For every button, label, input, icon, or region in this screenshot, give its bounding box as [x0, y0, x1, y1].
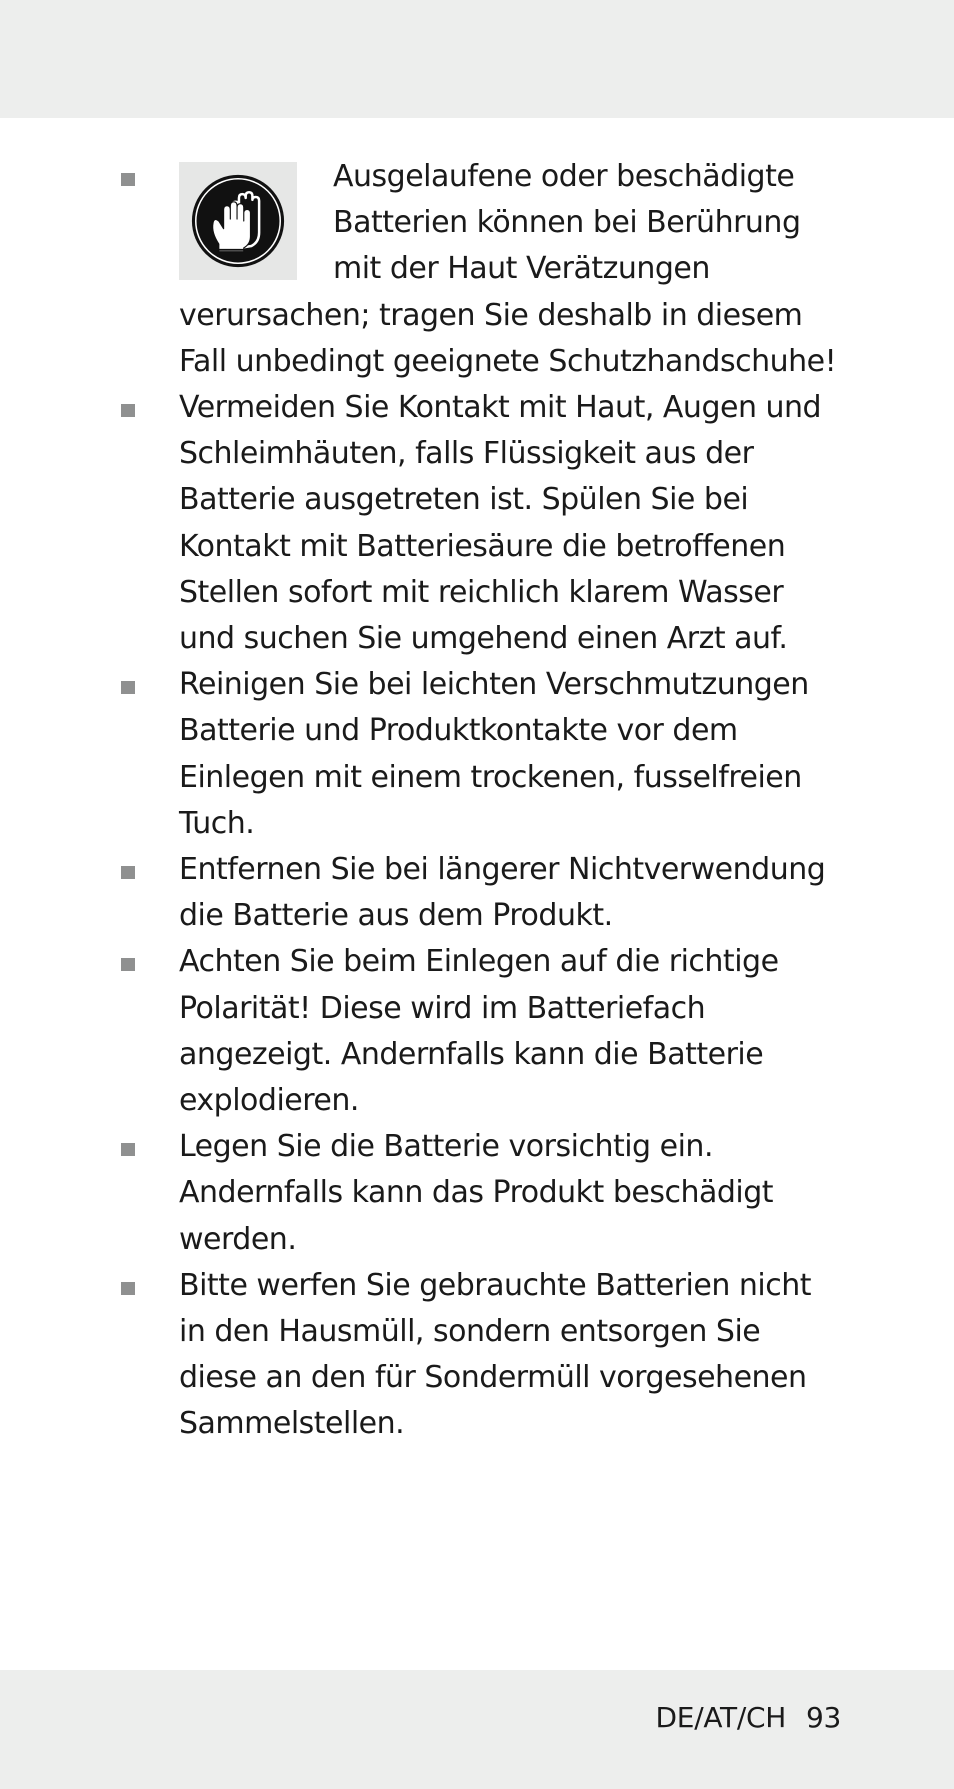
list-item-text: Vermeiden Sie Kontakt mit Haut, Augen und Schleimhäuten, falls Flüssigkeit aus der Batterie ausgetreten ist. Spülen Sie bei Kontakt mit Batteriesäure die betroffenen Stellen sofort mit reichlich klarem Wasser und suchen Sie umgehend einen Arzt auf. — [179, 390, 822, 657]
bullet-square-icon — [121, 173, 135, 186]
protective-gloves-icon — [179, 162, 297, 280]
list-item — [0, 385, 839, 662]
list-item — [0, 154, 839, 385]
list-item-text: Reinigen Sie bei leichten Verschmutzungen Batterie und Produktkontakte vor dem Einlegen mit einem trockenen, fusselfreien Tuch. — [179, 667, 809, 841]
list-item-text: Achten Sie beim Einlegen auf die richtige Polarität! Diese wird im Batteriefach angezeigt. Andernfalls kann die Batterie explodieren. — [179, 944, 779, 1119]
list-item — [0, 939, 839, 1124]
list-item — [0, 1124, 839, 1263]
safety-instructions-list — [0, 154, 954, 1448]
list-item — [0, 662, 839, 847]
bullet-square-icon — [121, 404, 135, 417]
footer-locale: DE/AT/CH — [655, 1701, 786, 1734]
list-item-text: Legen Sie die Batterie vorsichtig ein. Andernfalls kann das Produkt beschädigt werden. — [179, 1129, 774, 1257]
bullet-square-icon — [121, 866, 135, 879]
list-item — [0, 847, 839, 939]
list-item — [0, 1263, 839, 1448]
list-item-text: Entfernen Sie bei längerer Nichtverwendung die Batterie aus dem Produkt. — [179, 852, 826, 934]
page-footer — [656, 1700, 841, 1736]
bullet-square-icon — [121, 1143, 135, 1156]
list-item-text: Bitte werfen Sie gebrauchte Batterien nicht in den Hausmüll, sondern entsorgen Sie diese an den für Sondermüll vorgesehenen Sammelstellen. — [179, 1267, 811, 1442]
list-item-text: Ausgelaufene oder beschädigte Batterien können bei Berührung mit der Haut Verätzungen verursachen; tragen Sie deshalb in diesem Fall unbedingt geeignete Schutzhandschuhe! — [179, 159, 837, 379]
bullet-square-icon — [121, 1282, 135, 1295]
bullet-square-icon — [121, 681, 135, 694]
page-number: 93 — [805, 1701, 841, 1734]
bullet-square-icon — [121, 958, 135, 971]
header-band — [0, 0, 954, 118]
